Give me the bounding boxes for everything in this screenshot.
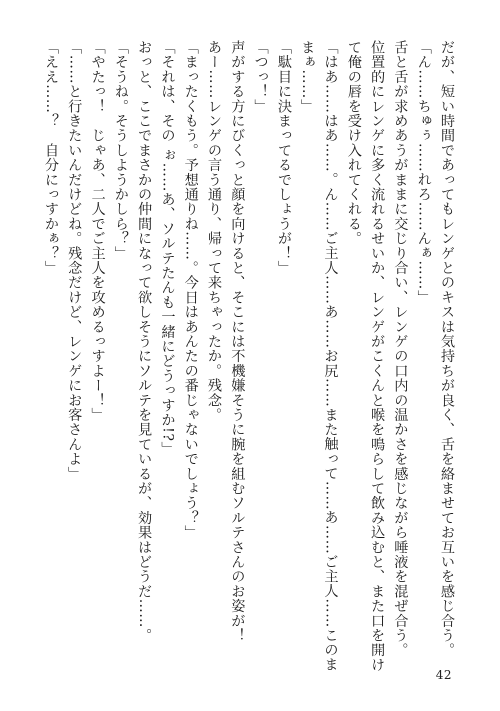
- body-text: [38, 40, 458, 673]
- text-line: だが、短い時間であってもレンゲとのキスは気持ちが良く、舌を絡ませてお互いを感じ合う。: [439, 40, 455, 658]
- text-line: 「はあ……はあ……。ん……ご主人……あ……お尻……また触って……あ……ご主人……このま: [322, 40, 339, 672]
- text-line: 「ええ……？ 自分にっすかぁ？」: [42, 40, 59, 276]
- text-line: 位置的にレンゲに多く流れるせいか、レンゲがこくんと喉を鳴らして飲み込むと、また口を開け: [369, 40, 386, 673]
- text-line: 「それは、その ぉ……あ、ソルテたんも一緒にどうっすか!?」: [159, 40, 176, 457]
- page-number: 42: [435, 668, 452, 682]
- text-line: おっと、ここでまさかの仲間になって欲しそうにソルテを見ているが、効果はどうだ……。: [136, 40, 153, 643]
- text-line: て俺の唇を受け入れてくれる。: [345, 40, 362, 246]
- text-line: 「そうね。そうしようかしら？」: [112, 40, 129, 261]
- text-line: 声がする方にびくっと顔を向けると、そこには不機嫌そうに腕を組むソルテさんのお姿が！: [229, 40, 246, 643]
- text-line: 「やたっ！ じゃあ、二人でご主人を攻めるっすよー！」: [89, 40, 106, 423]
- text-line: 「まったくもう。予想通りね……。今日はあんたの番じゃないでしょう？」: [182, 40, 199, 540]
- text-line: 「つっ！」: [252, 40, 269, 114]
- text-line: まぁ……」: [299, 40, 316, 114]
- text-line: 「……と行きたいんだけどね。残念だけど、レンゲにお客さんよ」: [66, 40, 83, 481]
- text-line: 「駄目に決まってるでしょうが！」: [275, 40, 292, 276]
- text-line: あー……レンゲの言う通り、帰って来ちゃったか。残念。: [206, 40, 223, 423]
- text-line: 「ん……ちゅぅ……れろ……んぁ……」: [415, 40, 432, 305]
- text-line: 舌と舌が求めあうがままに交じり合い、レンゲの口内の温かさを感じながら唾液を混ぜ合う。: [392, 40, 409, 658]
